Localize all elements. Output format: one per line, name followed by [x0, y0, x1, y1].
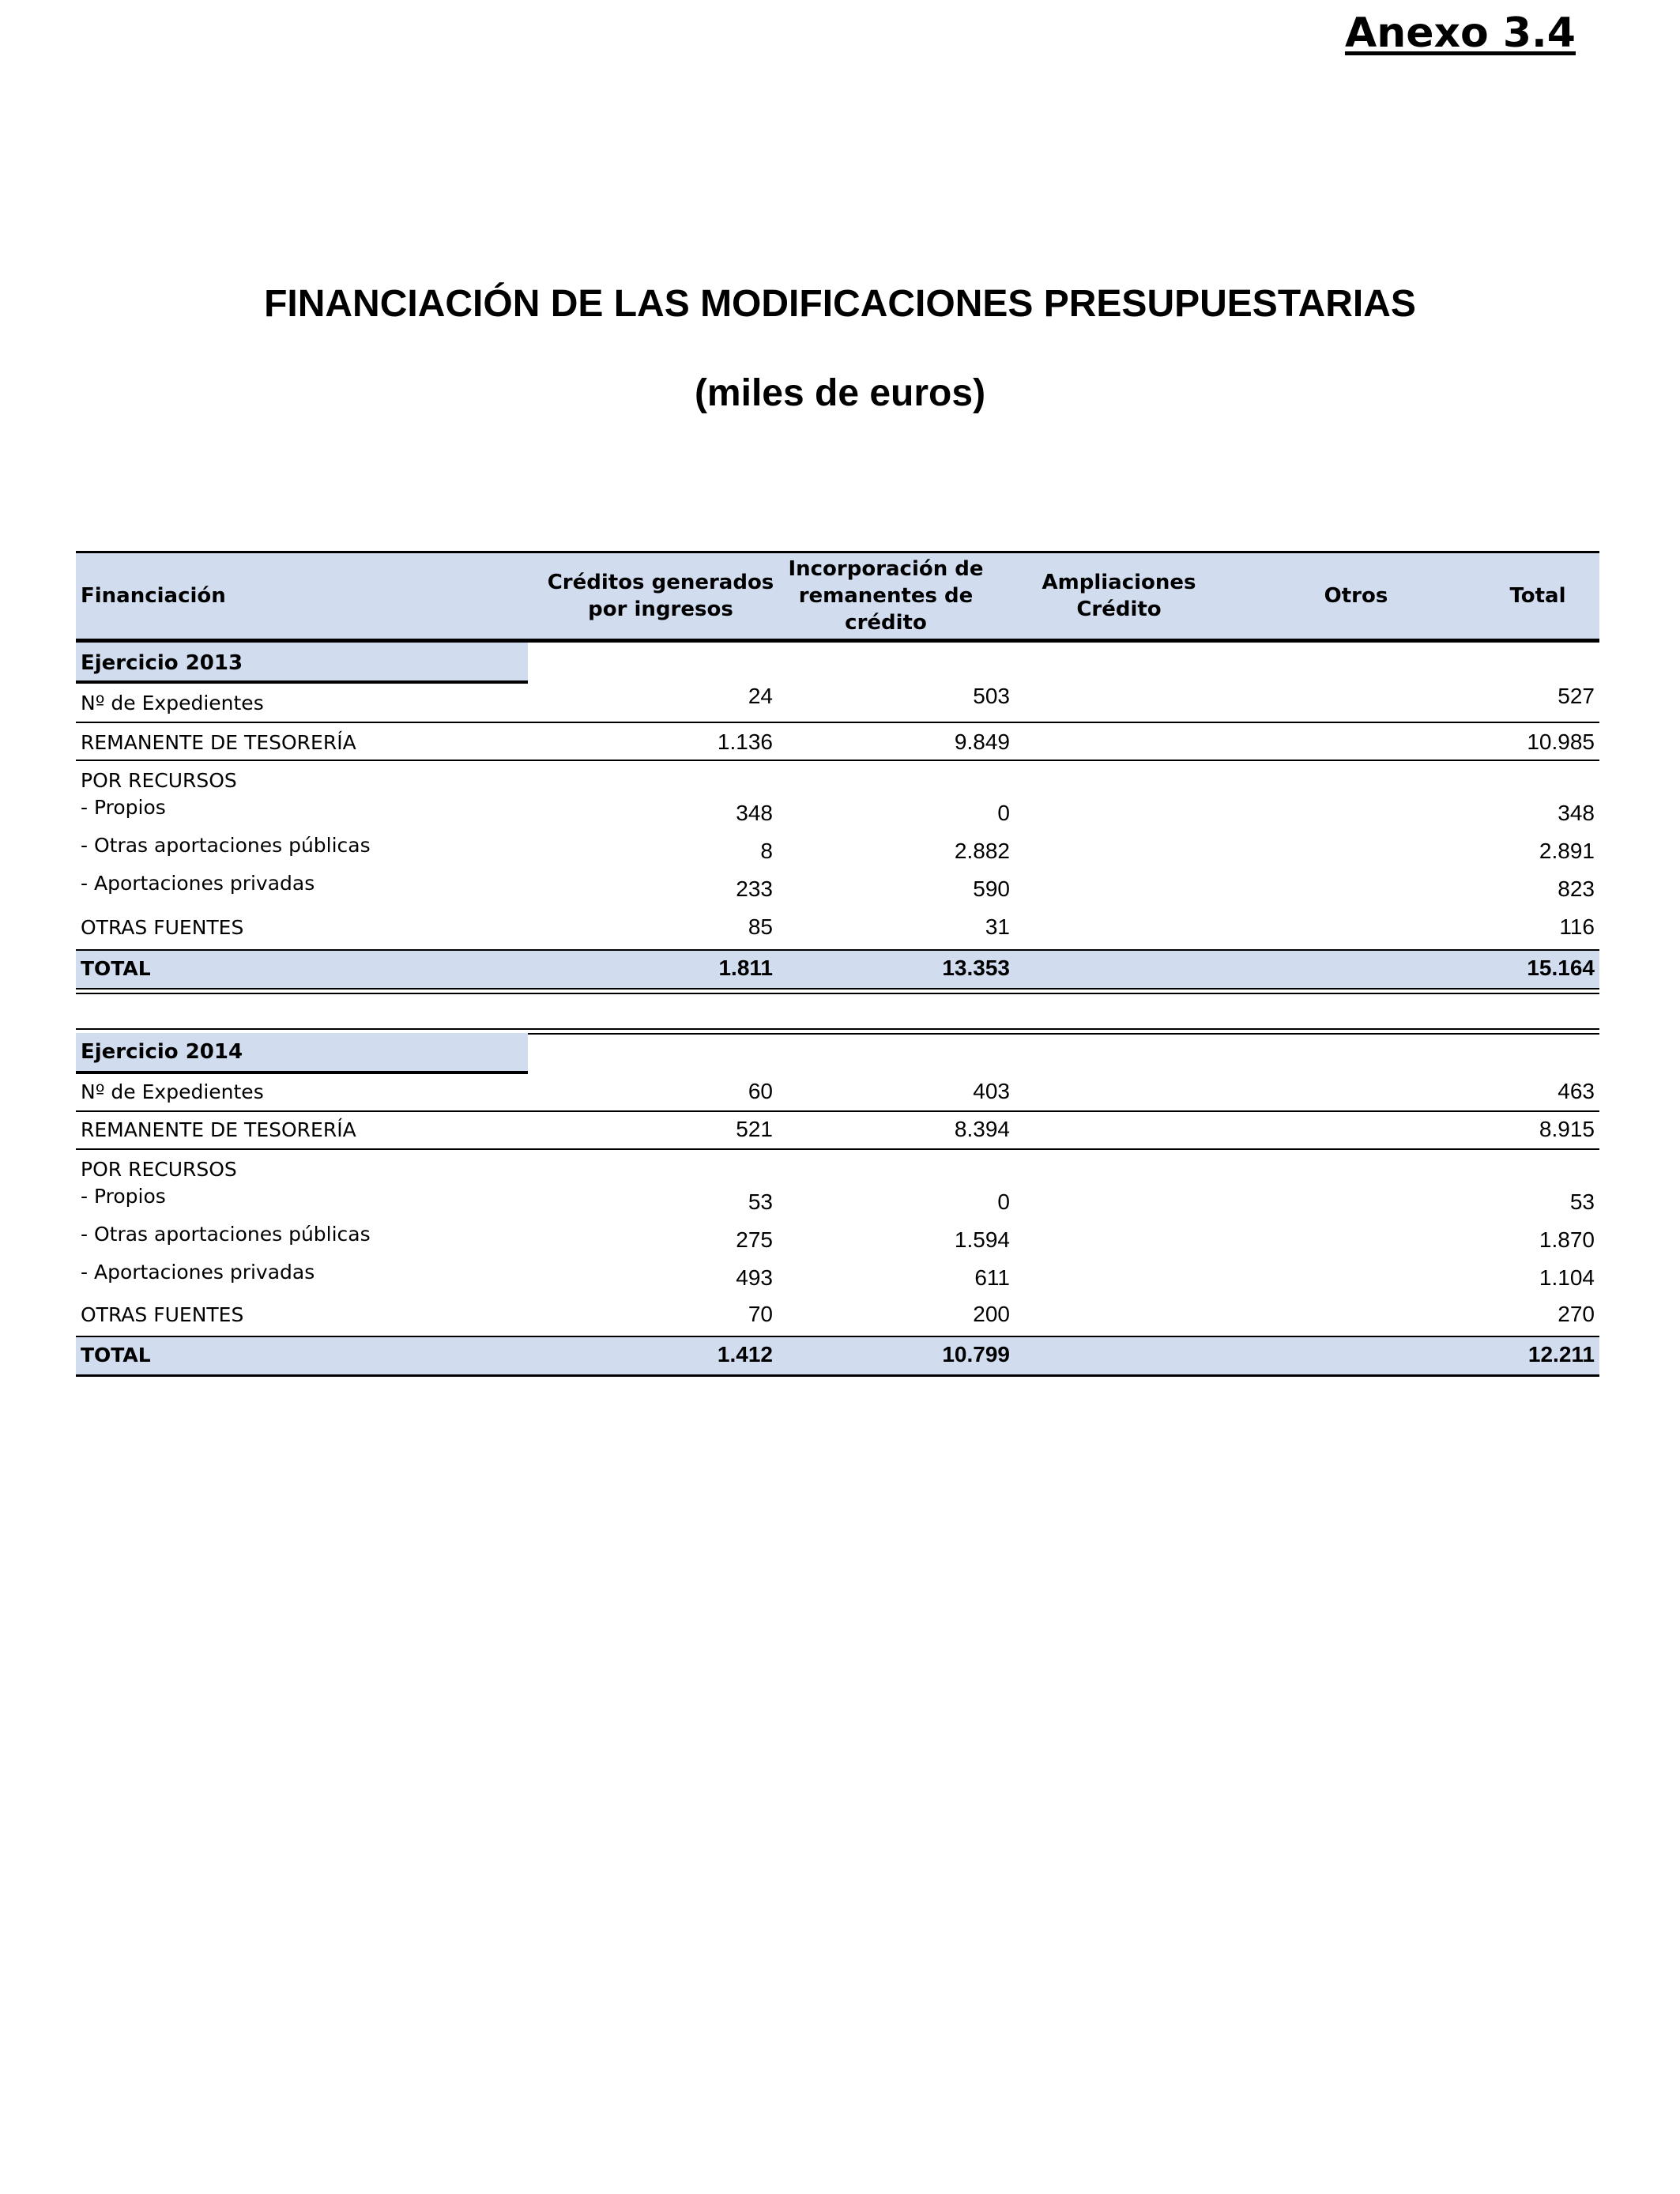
row-label: POR RECURSOS [81, 769, 237, 792]
cell-creditos: 348 [736, 801, 773, 825]
cell-remanentes: 403 [973, 1079, 1010, 1103]
total-label: TOTAL [81, 1344, 151, 1367]
row-divider [76, 760, 1599, 761]
cell-total: 1.104 [1539, 1265, 1595, 1290]
cell-total: 10.985 [1527, 729, 1595, 754]
financing-table [76, 551, 1599, 1381]
cell-total: 348 [1558, 801, 1595, 825]
page-subtitle: (miles de euros) [694, 372, 986, 414]
row-label: Nº de Expedientes [81, 692, 264, 714]
cell-remanentes: 8.394 [954, 1117, 1010, 1141]
total-row [76, 1336, 1599, 1375]
cell-remanentes: 0 [997, 801, 1010, 825]
cell-creditos: 53 [748, 1189, 773, 1214]
cell-creditos: 493 [736, 1265, 773, 1290]
header-creditos-generados: Créditos generados por ingresos [547, 571, 774, 621]
header-otros: Otros [1324, 584, 1388, 608]
cell-creditos: 70 [748, 1302, 773, 1326]
row-divider [76, 1110, 1599, 1112]
row-label: OTRAS FUENTES [81, 1303, 244, 1326]
header-total: Total [1509, 584, 1566, 608]
cell-total: 8.915 [1539, 1117, 1595, 1141]
cell-total: 463 [1558, 1079, 1595, 1103]
header-ampliaciones: Ampliaciones Crédito [1042, 571, 1196, 621]
cell-total: 527 [1558, 684, 1595, 708]
cell-creditos: 85 [748, 914, 773, 939]
annex-label: Anexo 3.4 [1344, 9, 1576, 57]
cell-remanentes: 9.849 [954, 729, 1010, 754]
cell-creditos: 1.136 [717, 729, 773, 754]
cell-creditos: 24 [748, 684, 773, 708]
year-label: Ejercicio 2013 [81, 651, 243, 675]
total-row [76, 949, 1599, 989]
total-double-rule [76, 988, 1599, 994]
cell-creditos: 233 [736, 876, 773, 901]
row-label: Nº de Expedientes [81, 1080, 264, 1103]
total-label: TOTAL [81, 957, 151, 980]
row-label: REMANENTE DE TESORERÍA [81, 1118, 356, 1141]
row-label: - Otras aportaciones públicas [81, 1223, 371, 1246]
cell-total: 53 [1569, 1189, 1595, 1214]
table-bottom-rule [76, 1374, 1599, 1377]
row-label: - Aportaciones privadas [81, 1261, 315, 1284]
cell-total: 15.164 [1527, 956, 1595, 980]
cell-remanentes: 10.799 [942, 1342, 1010, 1367]
cell-creditos: 521 [736, 1117, 773, 1141]
page-title: FINANCIACIÓN DE LAS MODIFICACIONES PRESUPUESTARIAS [264, 283, 1416, 325]
cell-total: 1.870 [1539, 1227, 1595, 1252]
row-label: - Propios [81, 1185, 166, 1208]
cell-total: 2.891 [1539, 839, 1595, 863]
cell-remanentes: 503 [973, 684, 1010, 708]
cell-remanentes: 31 [985, 914, 1010, 939]
cell-total: 823 [1558, 876, 1595, 901]
cell-remanentes: 13.353 [942, 956, 1010, 980]
cell-creditos: 1.412 [717, 1342, 773, 1367]
cell-creditos: 275 [736, 1227, 773, 1252]
cell-total: 12.211 [1527, 1342, 1595, 1367]
cell-remanentes: 611 [974, 1265, 1010, 1290]
cell-creditos: 1.811 [718, 956, 773, 980]
header-financiacion: Financiación [81, 584, 226, 608]
cell-remanentes: 1.594 [954, 1227, 1010, 1252]
cell-remanentes: 200 [973, 1302, 1010, 1326]
header-incorporacion-remanentes: Incorporación de remanentes de crédito [788, 557, 984, 635]
row-label: REMANENTE DE TESORERÍA [81, 731, 356, 754]
row-divider [76, 722, 1599, 723]
row-label: - Aportaciones privadas [81, 872, 315, 895]
cell-total: 270 [1558, 1302, 1595, 1326]
cell-remanentes: 0 [997, 1189, 1010, 1214]
row-label: POR RECURSOS [81, 1158, 237, 1181]
cell-creditos: 60 [748, 1079, 773, 1103]
cell-remanentes: 590 [973, 876, 1010, 901]
row-label: - Otras aportaciones públicas [81, 834, 371, 857]
cell-creditos: 8 [760, 839, 773, 863]
row-divider [76, 1148, 1599, 1150]
table-header [76, 551, 1599, 643]
cell-total: 116 [1559, 914, 1595, 939]
row-label: - Propios [81, 796, 166, 819]
year-label: Ejercicio 2014 [81, 1040, 243, 1064]
cell-remanentes: 2.882 [954, 839, 1010, 863]
row-label: OTRAS FUENTES [81, 916, 244, 939]
